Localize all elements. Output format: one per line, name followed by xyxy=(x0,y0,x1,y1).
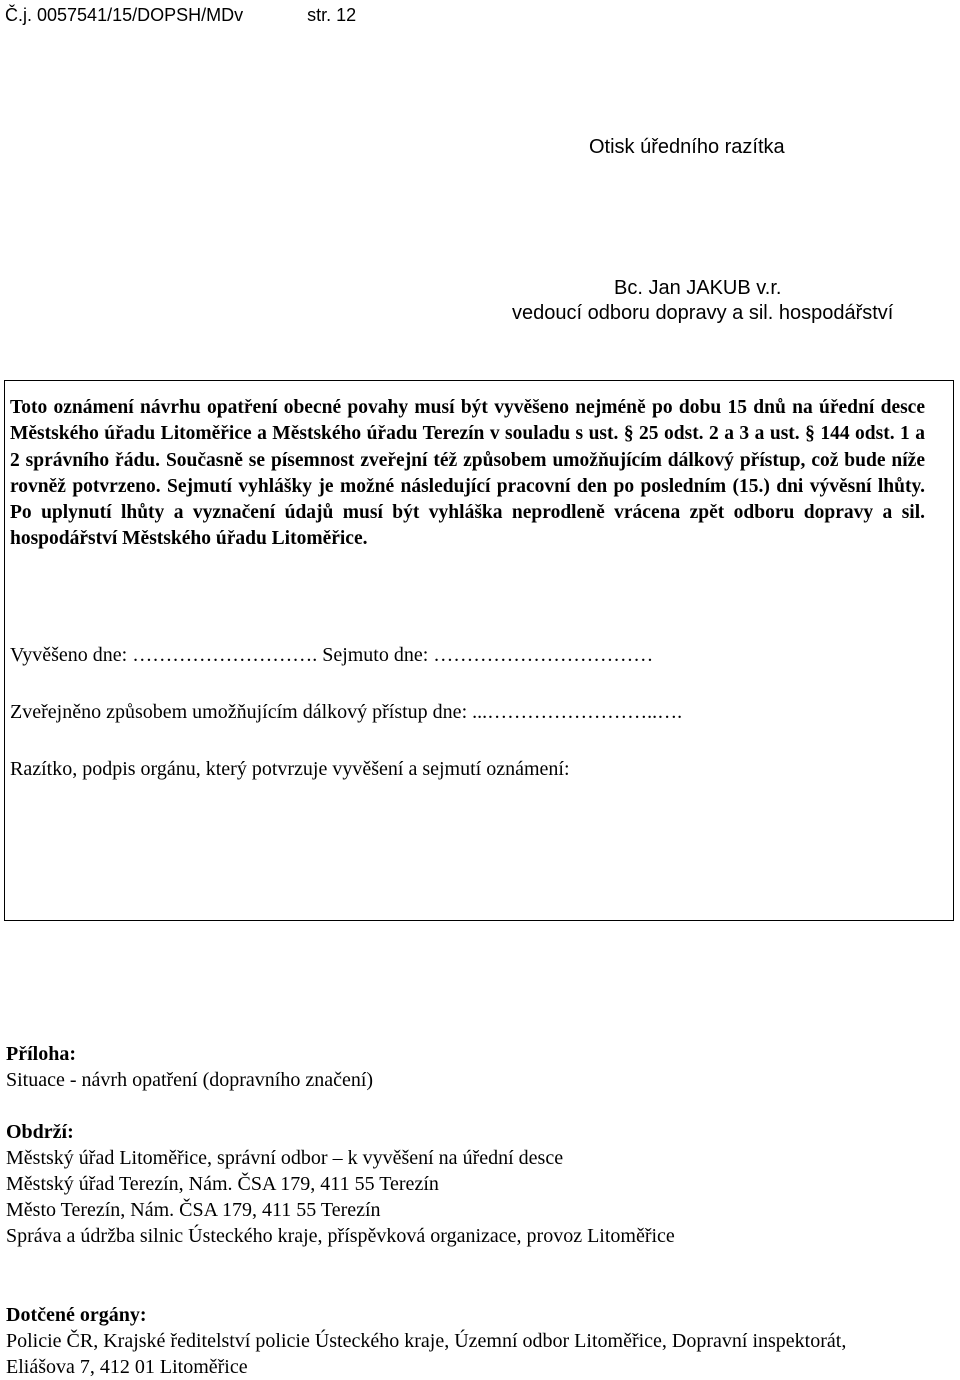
page-header xyxy=(5,5,356,26)
document-reference: Č.j. 0057541/15/DOPSH/MDv xyxy=(5,5,244,25)
attachment-heading: Příloha: xyxy=(6,1043,76,1065)
authority-item: Policie ČR, Krajské ředitelství policie Ústeckého kraje, Územní odbor Litoměřice, Dopravní inspektorát, xyxy=(6,1330,847,1352)
attachment-item: Situace - návrh opatření (dopravního značení) xyxy=(6,1069,374,1091)
authorities-heading: Dotčené orgány: xyxy=(6,1304,147,1326)
authority-item: Eliášova 7, 412 01 Litoměřice xyxy=(6,1356,248,1378)
recipient-item: Správa a údržba silnic Ústeckého kraje, příspěvková organizace, provoz Litoměřice xyxy=(6,1225,675,1247)
recipient-item: Město Terezín, Nám. ČSA 179, 411 55 Terezín xyxy=(6,1199,381,1221)
signatory-name: Bc. Jan JAKUB v.r. xyxy=(614,277,782,299)
signatory-title: vedoucí odboru dopravy a sil. hospodářství xyxy=(512,302,894,324)
recipient-item: Městský úřad Litoměřice, správní odbor – k vyvěšení na úřední desce xyxy=(6,1147,564,1169)
published-line: Zveřejněno způsobem umožňujícím dálkový přístup dne: ...……………………..…. xyxy=(10,701,683,723)
stamp-label: Otisk úředního razítka xyxy=(589,136,785,158)
notice-text: Toto oznámení návrhu opatření obecné povahy musí být vyvěšeno nejméně po dobu 15 dnů na úřední desce Městského úřadu Litoměřice a Městského úřadu Terezín v souladu s ust. § 25 odst. 2 a 3 a ust. § 144 odst. 1 a 2 správního řádu. Současně se písemnost zveřejní též způsobem umožňujícím dálkový přístup, což bude níže rovněž potvrzeno. Sejmutí vyhlášky je možné následující pracovní den po posledním (15.) dni vývěsní lhůty. Po uplynutí lhůty a vyznačení údajů musí být vyhláška neprodleně vrácena zpět odboru dopravy a sil. hospodářství Městského úřadu Litoměřice. xyxy=(10,397,925,550)
recipient-item: Městský úřad Terezín, Nám. ČSA 179, 411 55 Terezín xyxy=(6,1173,439,1195)
notice-box xyxy=(4,380,954,921)
stamp-signature-line: Razítko, podpis orgánu, který potvrzuje vyvěšení a sejmutí oznámení: xyxy=(10,758,570,780)
page-number: str. 12 xyxy=(307,5,357,25)
recipients-heading: Obdrží: xyxy=(6,1121,74,1143)
posted-removed-line: Vyvěšeno dne: ………………………. Sejmuto dne: …………………………… xyxy=(10,644,654,666)
